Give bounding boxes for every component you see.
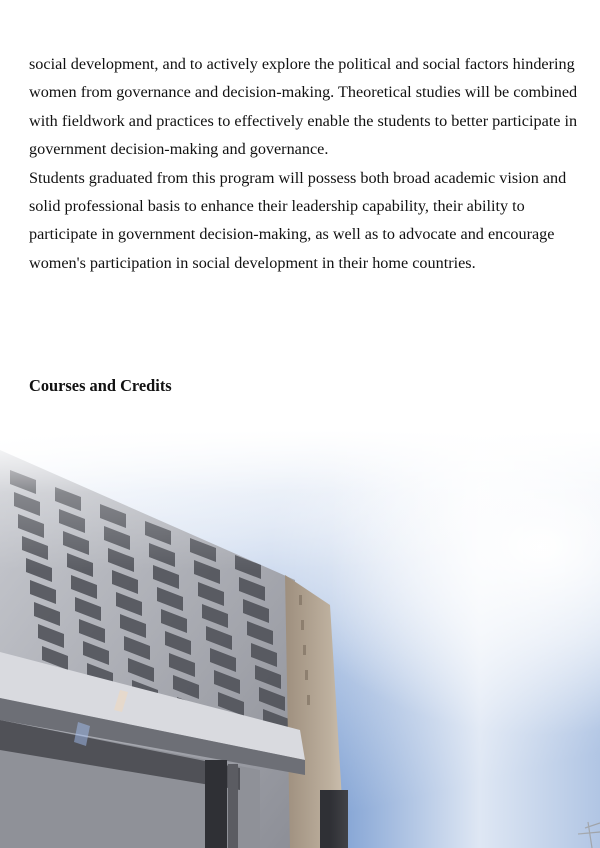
paragraph-graduate-outcomes: Students graduated from this program will possess both broad academic vision and solid professional basis to enhance their leadership capability, their ability to participate in government decision-making, as well as to advocate and encourage women's participation in social development in their home countries. [29,168,567,272]
section-heading-courses: Courses and Credits [29,376,172,395]
body-text [29,50,589,277]
paragraph-program-aims: social development, and to actively explore the political and social factors hindering women from governance and decision-making. Theoretical studies will be combined with fieldwork and practices to effectively enable the students to better participate in government decision-making and governance. [29,55,578,159]
building-photo [0,430,600,848]
